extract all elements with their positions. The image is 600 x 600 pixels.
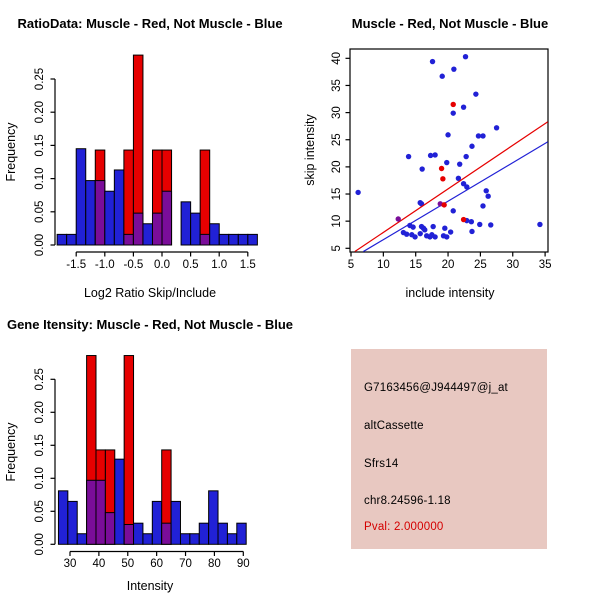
y-axis-label: Frequency <box>4 122 18 182</box>
hist-bar-blue <box>190 534 199 545</box>
hist-bar-blue <box>219 234 229 245</box>
y-tick-label: 0.15 <box>34 434 46 457</box>
scatter-point-blue <box>461 104 466 109</box>
hist-bar-overlap <box>152 213 162 245</box>
x-tick-label: 0.5 <box>182 259 199 271</box>
hist-bar-blue <box>229 234 239 245</box>
x-tick-label: 5 <box>347 259 355 271</box>
gene-intensity-histogram-plot <box>0 300 300 600</box>
hist-bar-red <box>124 150 134 245</box>
ratio-histogram-plot <box>0 0 300 300</box>
hist-bar-blue <box>238 234 248 245</box>
not-muscle-fit-line <box>363 142 547 252</box>
scatter-point-blue <box>451 66 456 71</box>
x-tick-label: 20 <box>441 259 455 271</box>
scatter-point-blue <box>432 152 437 157</box>
x-tick-label: 80 <box>208 558 221 570</box>
x-tick-label: 10 <box>376 259 390 271</box>
scatter-point-blue <box>469 219 474 224</box>
y-tick-label: 0.00 <box>34 233 46 257</box>
hist-bar-blue <box>68 501 77 544</box>
y-tick-label: 0.20 <box>34 401 46 424</box>
hist-bar-blue <box>143 224 153 245</box>
y-tick-label: 25 <box>331 133 343 147</box>
hist-bar-overlap <box>200 234 210 245</box>
chart-title: Muscle - Red, Not Muscle - Blue <box>351 16 549 31</box>
y-tick-label: 0.10 <box>34 167 46 190</box>
x-tick-label: -1.0 <box>94 259 115 271</box>
hist-bar-blue <box>67 234 77 245</box>
scatter-point-blue <box>451 110 456 115</box>
scatter-point-blue <box>445 132 450 137</box>
ratio-histogram-panel <box>0 0 300 300</box>
hist-bar-overlap <box>124 525 133 545</box>
genomic-location-text: chr8.24596-1.18 <box>364 495 451 507</box>
scatter-point-blue <box>444 160 449 165</box>
y-tick-label: 0.25 <box>34 368 46 391</box>
x-tick-label: -0.5 <box>123 259 144 271</box>
plot-box <box>350 49 548 252</box>
y-tick-label: 30 <box>331 106 343 119</box>
scatter-point-blue <box>404 231 409 236</box>
scatter-point-red <box>451 102 456 107</box>
scatter-point-blue <box>494 125 499 130</box>
scatter-point-blue <box>484 188 489 193</box>
hist-bar-blue <box>171 501 180 544</box>
y-tick-label: 0.20 <box>34 101 46 124</box>
x-tick-label: 35 <box>538 259 552 271</box>
gene-info-panel <box>300 300 600 600</box>
hist-bar-blue <box>105 191 115 245</box>
scatter-point-blue <box>480 133 485 138</box>
scatter-point-red <box>439 166 444 171</box>
x-tick-label: 30 <box>506 259 520 271</box>
hist-bar-blue <box>57 234 67 245</box>
y-tick-label: 40 <box>331 51 343 65</box>
y-tick-label: 0.05 <box>34 500 46 523</box>
hist-bar-overlap <box>162 191 172 245</box>
hist-bar-blue <box>248 234 258 245</box>
hist-bar-blue <box>115 459 124 544</box>
hist-bar-blue <box>227 534 236 545</box>
x-axis-label: include intensity <box>405 286 495 300</box>
hist-bar-blue <box>143 534 152 545</box>
scatter-point-blue <box>432 234 437 239</box>
scatter-point-red <box>440 176 445 181</box>
scatter-point-blue <box>418 231 423 236</box>
x-tick-label: 70 <box>179 558 192 570</box>
x-tick-label: 40 <box>92 558 106 570</box>
scatter-point-blue <box>422 227 427 232</box>
hist-bar-overlap <box>133 213 143 245</box>
y-tick-label: 0.05 <box>34 200 46 223</box>
hist-bar-blue <box>181 202 191 245</box>
gene-intensity-histogram-panel <box>0 300 300 600</box>
hist-bar-blue <box>191 213 201 245</box>
y-tick-label: 0.25 <box>34 67 46 91</box>
hist-bar-blue <box>77 534 86 545</box>
scatter-point-blue <box>537 222 542 227</box>
scatter-point-blue <box>442 226 447 231</box>
scatter-point-blue <box>480 203 485 208</box>
scatter-point-blue <box>451 208 456 213</box>
hist-bar-overlap <box>95 181 105 245</box>
scatter-point-blue <box>463 54 468 59</box>
x-tick-label: 1.5 <box>239 259 256 271</box>
scatter-point-blue <box>457 161 462 166</box>
hist-bar-blue <box>134 523 143 544</box>
scatter-point-blue <box>463 154 468 159</box>
y-axis-label: Frequency <box>4 422 18 482</box>
chart-title: Gene Itensity: Muscle - Red, Not Muscle - Blue <box>6 317 294 332</box>
gene-info-box <box>351 349 547 549</box>
hist-bar-blue <box>114 170 124 245</box>
x-tick-label: 90 <box>236 558 250 570</box>
scatter-point-blue <box>430 224 435 229</box>
x-tick-label: 0.0 <box>154 259 170 271</box>
scatter-point-blue <box>430 59 435 64</box>
y-tick-label: 35 <box>331 79 343 92</box>
y-tick-label: 10 <box>331 214 343 228</box>
scatter-point-blue <box>440 74 445 79</box>
splice-type-text: altCassette <box>364 420 424 432</box>
scatter-point-red <box>461 217 466 222</box>
scatter-point-blue <box>473 91 478 96</box>
scatter-point-blue <box>488 222 493 227</box>
y-tick-label: 0.10 <box>34 467 46 490</box>
x-tick-label: 25 <box>474 259 487 271</box>
y-tick-label: 0.00 <box>34 533 46 556</box>
scatter-point-blue <box>485 193 490 198</box>
hist-bar-overlap <box>87 480 96 544</box>
hist-bar-blue <box>210 224 220 245</box>
x-axis-label: Intensity <box>126 579 174 593</box>
hist-bar-blue <box>152 501 161 544</box>
scatter-point-blue <box>412 234 417 239</box>
x-axis-label: Log2 Ratio Skip/Include <box>83 286 217 300</box>
scatter-point-blue <box>469 144 474 149</box>
gene-symbol-text: Sfrs14 <box>364 458 399 470</box>
hist-bar-overlap <box>105 513 114 545</box>
y-tick-label: 0.15 <box>34 134 46 157</box>
y-tick-label: 20 <box>331 160 343 174</box>
x-tick-label: 1.0 <box>211 259 228 271</box>
hist-bar-blue <box>58 491 67 544</box>
y-tick-label: 5 <box>331 245 343 252</box>
hist-bar-overlap <box>162 523 171 544</box>
scatter-point-blue <box>355 190 360 195</box>
x-tick-label: 15 <box>409 259 423 271</box>
scatter-point-blue <box>444 234 449 239</box>
probe-id-text: G7163456@J944497@j_at <box>364 382 508 394</box>
scatter-point-blue <box>419 166 424 171</box>
x-tick-label: 30 <box>63 558 77 570</box>
scatter-point-blue <box>406 154 411 159</box>
hist-bar-blue <box>218 523 227 544</box>
intensity-scatter-panel <box>300 0 600 300</box>
hist-bar-overlap <box>96 480 105 544</box>
scatter-point-blue <box>469 229 474 234</box>
scatter-point-blue <box>410 224 415 229</box>
pval-text: Pval: 2.000000 <box>364 521 444 533</box>
hist-bar-blue <box>180 534 189 545</box>
hist-bar-blue <box>76 149 86 245</box>
chart-title: RatioData: Muscle - Red, Not Muscle - Blue <box>17 16 283 31</box>
scatter-point-red <box>441 202 446 207</box>
scatter-point-blue <box>477 222 482 227</box>
x-tick-label: 60 <box>150 558 164 570</box>
hist-bar-red <box>200 150 210 245</box>
hist-bar-blue <box>86 181 96 245</box>
x-tick-label: -1.5 <box>66 259 87 271</box>
hist-bar-blue <box>199 523 208 544</box>
intensity-scatter-plot <box>300 0 600 300</box>
y-tick-label: 15 <box>331 187 343 201</box>
hist-bar-overlap <box>124 234 134 245</box>
hist-bar-blue <box>237 523 246 544</box>
y-axis-label: skip intensity <box>303 114 317 186</box>
x-tick-label: 50 <box>121 558 135 570</box>
hist-bar-blue <box>209 491 218 544</box>
scatter-point-overlap <box>396 216 401 221</box>
hist-bar-red <box>124 356 133 545</box>
scatter-point-blue <box>448 229 453 234</box>
